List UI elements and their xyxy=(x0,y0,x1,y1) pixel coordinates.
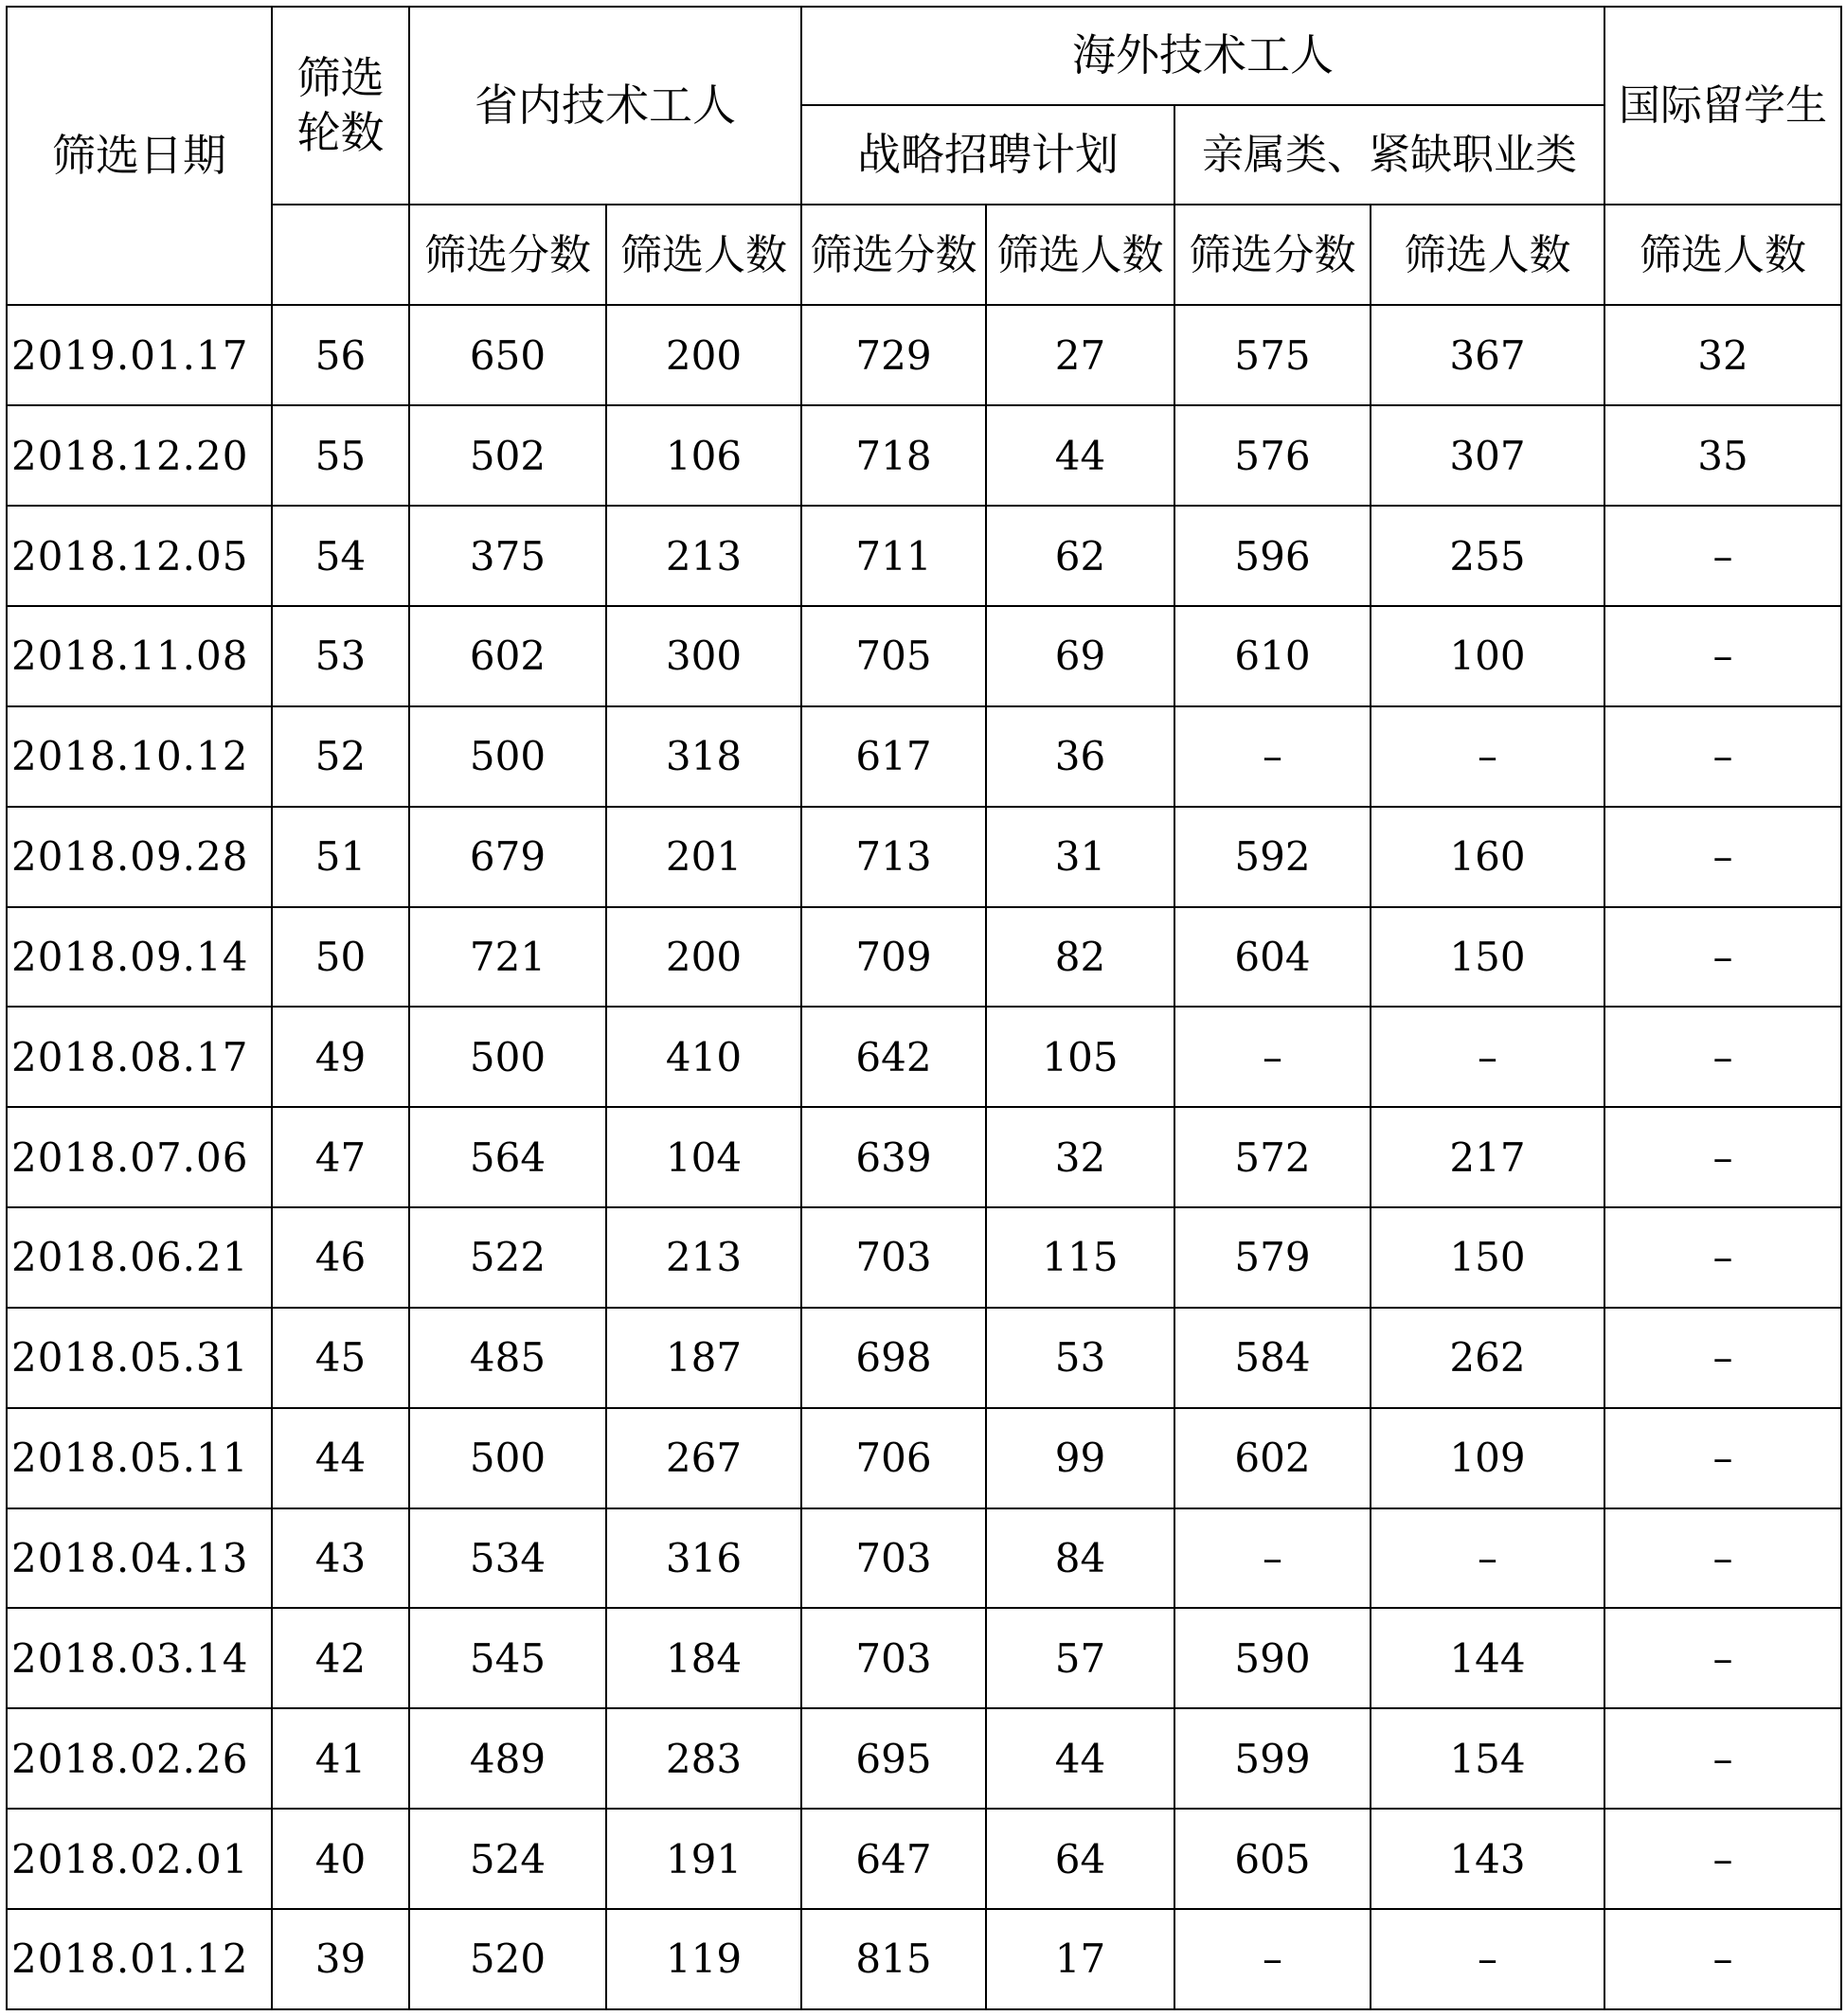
cell-relative-count: – xyxy=(1371,1007,1604,1107)
table-row xyxy=(7,1107,1841,1207)
cell-relative-score: 592 xyxy=(1174,807,1371,907)
cell-relative-count: 143 xyxy=(1371,1809,1604,1909)
cell-strategic-score: 705 xyxy=(801,606,986,706)
cell-relative-score: 604 xyxy=(1174,907,1371,1008)
cell-international-count: – xyxy=(1604,1708,1841,1809)
cell-provincial-count: 283 xyxy=(606,1708,801,1809)
cell-relative-count: 109 xyxy=(1371,1408,1604,1508)
cell-relative-count: 154 xyxy=(1371,1708,1604,1809)
cell-provincial-score: 524 xyxy=(409,1809,606,1909)
cell-strategic-score: 703 xyxy=(801,1608,986,1708)
cell-relative-score: – xyxy=(1174,1508,1371,1609)
cell-round: 50 xyxy=(272,907,409,1008)
cell-international-count: – xyxy=(1604,1608,1841,1708)
cell-strategic-count: 62 xyxy=(986,506,1174,606)
cell-strategic-score: 718 xyxy=(801,405,986,506)
table-row xyxy=(7,1007,1841,1107)
cell-relative-count: 160 xyxy=(1371,807,1604,907)
cell-provincial-score: 520 xyxy=(409,1909,606,2009)
cell-date: 2018.04.13 xyxy=(7,1508,272,1609)
cell-provincial-count: 213 xyxy=(606,506,801,606)
table-row xyxy=(7,1909,1841,2009)
header-round-spacer xyxy=(272,205,409,305)
cell-round: 41 xyxy=(272,1708,409,1809)
table-row xyxy=(7,1207,1841,1308)
header-round xyxy=(272,7,409,205)
cell-round: 49 xyxy=(272,1007,409,1107)
cell-relative-score: – xyxy=(1174,1007,1371,1107)
cell-international-count: – xyxy=(1604,1107,1841,1207)
cell-relative-score: – xyxy=(1174,706,1371,807)
cell-relative-count: – xyxy=(1371,706,1604,807)
table-row xyxy=(7,305,1841,405)
table-row xyxy=(7,1608,1841,1708)
cell-provincial-score: 485 xyxy=(409,1308,606,1408)
cell-date: 2018.05.31 xyxy=(7,1308,272,1408)
cell-international-count: – xyxy=(1604,1308,1841,1408)
cell-strategic-count: 36 xyxy=(986,706,1174,807)
header-row-3 xyxy=(7,205,1841,305)
header-strategic-count: 筛选人数 xyxy=(986,205,1174,305)
cell-relative-score: 590 xyxy=(1174,1608,1371,1708)
cell-relative-score: 610 xyxy=(1174,606,1371,706)
cell-date: 2018.05.11 xyxy=(7,1408,272,1508)
header-relative-count: 筛选人数 xyxy=(1371,205,1604,305)
cell-strategic-count: 53 xyxy=(986,1308,1174,1408)
cell-international-count: – xyxy=(1604,907,1841,1008)
cell-strategic-score: 815 xyxy=(801,1909,986,2009)
cell-provincial-score: 489 xyxy=(409,1708,606,1809)
cell-round: 51 xyxy=(272,807,409,907)
cell-strategic-count: 84 xyxy=(986,1508,1174,1609)
cell-provincial-count: 201 xyxy=(606,807,801,907)
cell-provincial-count: 318 xyxy=(606,706,801,807)
cell-relative-count: 262 xyxy=(1371,1308,1604,1408)
header-date: 筛选日期 xyxy=(7,7,272,305)
cell-provincial-score: 679 xyxy=(409,807,606,907)
cell-strategic-score: 642 xyxy=(801,1007,986,1107)
cell-relative-count: – xyxy=(1371,1909,1604,2009)
cell-relative-count: 150 xyxy=(1371,907,1604,1008)
cell-strategic-count: 99 xyxy=(986,1408,1174,1508)
cell-international-count: – xyxy=(1604,1408,1841,1508)
table-row xyxy=(7,606,1841,706)
cell-round: 44 xyxy=(272,1408,409,1508)
cell-relative-score: 576 xyxy=(1174,405,1371,506)
header-provincial-score: 筛选分数 xyxy=(409,205,606,305)
cell-provincial-count: 410 xyxy=(606,1007,801,1107)
cell-strategic-score: 729 xyxy=(801,305,986,405)
cell-round: 40 xyxy=(272,1809,409,1909)
cell-provincial-score: 602 xyxy=(409,606,606,706)
cell-date: 2018.09.14 xyxy=(7,907,272,1008)
cell-date: 2018.09.28 xyxy=(7,807,272,907)
cell-round: 39 xyxy=(272,1909,409,2009)
cell-strategic-score: 698 xyxy=(801,1308,986,1408)
cell-strategic-score: 703 xyxy=(801,1207,986,1308)
header-row-1 xyxy=(7,7,1841,105)
cell-strategic-count: 69 xyxy=(986,606,1174,706)
header-strategic: 战略招聘计划 xyxy=(801,105,1174,205)
table-row xyxy=(7,405,1841,506)
cell-round: 56 xyxy=(272,305,409,405)
cell-relative-score: 596 xyxy=(1174,506,1371,606)
cell-provincial-count: 104 xyxy=(606,1107,801,1207)
cell-strategic-score: 647 xyxy=(801,1809,986,1909)
cell-provincial-count: 267 xyxy=(606,1408,801,1508)
cell-provincial-count: 119 xyxy=(606,1909,801,2009)
table-row xyxy=(7,1708,1841,1809)
header-strategic-score: 筛选分数 xyxy=(801,205,986,305)
cell-provincial-score: 534 xyxy=(409,1508,606,1609)
cell-international-count: – xyxy=(1604,807,1841,907)
header-overseas: 海外技术工人 xyxy=(801,7,1604,105)
cell-provincial-count: 200 xyxy=(606,305,801,405)
cell-round: 42 xyxy=(272,1608,409,1708)
cell-international-count: – xyxy=(1604,606,1841,706)
cell-provincial-score: 545 xyxy=(409,1608,606,1708)
cell-international-count: 35 xyxy=(1604,405,1841,506)
selection-results-table xyxy=(6,6,1842,2010)
cell-relative-score: 572 xyxy=(1174,1107,1371,1207)
cell-round: 47 xyxy=(272,1107,409,1207)
cell-provincial-count: 213 xyxy=(606,1207,801,1308)
cell-strategic-score: 711 xyxy=(801,506,986,606)
table-row xyxy=(7,706,1841,807)
cell-international-count: – xyxy=(1604,1207,1841,1308)
cell-date: 2018.12.05 xyxy=(7,506,272,606)
cell-provincial-score: 500 xyxy=(409,706,606,807)
cell-provincial-count: 300 xyxy=(606,606,801,706)
cell-strategic-count: 44 xyxy=(986,405,1174,506)
cell-provincial-count: 187 xyxy=(606,1308,801,1408)
cell-provincial-score: 500 xyxy=(409,1007,606,1107)
table-row xyxy=(7,1308,1841,1408)
header-international-count: 筛选人数 xyxy=(1604,205,1841,305)
header-provincial: 省内技术工人 xyxy=(409,7,801,205)
cell-date: 2018.08.17 xyxy=(7,1007,272,1107)
header-provincial-count: 筛选人数 xyxy=(606,205,801,305)
cell-relative-count: 217 xyxy=(1371,1107,1604,1207)
cell-relative-score: 575 xyxy=(1174,305,1371,405)
cell-strategic-count: 82 xyxy=(986,907,1174,1008)
cell-relative-count: – xyxy=(1371,1508,1604,1609)
cell-round: 45 xyxy=(272,1308,409,1408)
cell-provincial-score: 721 xyxy=(409,907,606,1008)
cell-date: 2018.11.08 xyxy=(7,606,272,706)
cell-provincial-score: 375 xyxy=(409,506,606,606)
cell-round: 55 xyxy=(272,405,409,506)
cell-date: 2018.07.06 xyxy=(7,1107,272,1207)
cell-provincial-score: 522 xyxy=(409,1207,606,1308)
cell-strategic-score: 706 xyxy=(801,1408,986,1508)
cell-international-count: – xyxy=(1604,1909,1841,2009)
cell-provincial-score: 502 xyxy=(409,405,606,506)
cell-provincial-count: 316 xyxy=(606,1508,801,1609)
cell-date: 2018.02.26 xyxy=(7,1708,272,1809)
cell-strategic-score: 703 xyxy=(801,1508,986,1609)
cell-strategic-score: 709 xyxy=(801,907,986,1008)
cell-provincial-score: 564 xyxy=(409,1107,606,1207)
cell-relative-count: 144 xyxy=(1371,1608,1604,1708)
cell-provincial-count: 184 xyxy=(606,1608,801,1708)
cell-relative-count: 150 xyxy=(1371,1207,1604,1308)
cell-strategic-count: 57 xyxy=(986,1608,1174,1708)
cell-round: 52 xyxy=(272,706,409,807)
cell-provincial-score: 500 xyxy=(409,1408,606,1508)
cell-provincial-count: 200 xyxy=(606,907,801,1008)
cell-provincial-count: 191 xyxy=(606,1809,801,1909)
cell-relative-count: 100 xyxy=(1371,606,1604,706)
header-international: 国际留学生 xyxy=(1604,7,1841,205)
cell-provincial-count: 106 xyxy=(606,405,801,506)
table-row xyxy=(7,807,1841,907)
cell-strategic-count: 17 xyxy=(986,1909,1174,2009)
table-row xyxy=(7,506,1841,606)
cell-strategic-score: 639 xyxy=(801,1107,986,1207)
cell-relative-score: 584 xyxy=(1174,1308,1371,1408)
header-relative: 亲属类、紧缺职业类 xyxy=(1174,105,1604,205)
table-row xyxy=(7,907,1841,1008)
cell-date: 2018.03.14 xyxy=(7,1608,272,1708)
cell-international-count: – xyxy=(1604,506,1841,606)
cell-date: 2018.02.01 xyxy=(7,1809,272,1909)
cell-relative-score: 605 xyxy=(1174,1809,1371,1909)
cell-strategic-count: 27 xyxy=(986,305,1174,405)
cell-round: 46 xyxy=(272,1207,409,1308)
table-row xyxy=(7,1408,1841,1508)
cell-round: 54 xyxy=(272,506,409,606)
cell-relative-count: 255 xyxy=(1371,506,1604,606)
cell-strategic-count: 64 xyxy=(986,1809,1174,1909)
cell-relative-score: 599 xyxy=(1174,1708,1371,1809)
cell-strategic-count: 44 xyxy=(986,1708,1174,1809)
cell-strategic-count: 31 xyxy=(986,807,1174,907)
cell-date: 2018.06.21 xyxy=(7,1207,272,1308)
header-round-label: 筛选 轮数 xyxy=(296,52,385,158)
cell-provincial-score: 650 xyxy=(409,305,606,405)
cell-international-count: – xyxy=(1604,1508,1841,1609)
cell-international-count: – xyxy=(1604,706,1841,807)
cell-strategic-score: 617 xyxy=(801,706,986,807)
cell-international-count: – xyxy=(1604,1809,1841,1909)
cell-international-count: 32 xyxy=(1604,305,1841,405)
cell-strategic-count: 105 xyxy=(986,1007,1174,1107)
cell-round: 53 xyxy=(272,606,409,706)
cell-date: 2018.10.12 xyxy=(7,706,272,807)
table-row xyxy=(7,1809,1841,1909)
cell-round: 43 xyxy=(272,1508,409,1609)
cell-strategic-score: 713 xyxy=(801,807,986,907)
cell-relative-score: 602 xyxy=(1174,1408,1371,1508)
cell-strategic-count: 115 xyxy=(986,1207,1174,1308)
cell-strategic-count: 32 xyxy=(986,1107,1174,1207)
cell-relative-score: 579 xyxy=(1174,1207,1371,1308)
table-row xyxy=(7,1508,1841,1609)
cell-relative-count: 367 xyxy=(1371,305,1604,405)
cell-international-count: – xyxy=(1604,1007,1841,1107)
cell-date: 2018.12.20 xyxy=(7,405,272,506)
header-relative-score: 筛选分数 xyxy=(1174,205,1371,305)
cell-relative-score: – xyxy=(1174,1909,1371,2009)
cell-strategic-score: 695 xyxy=(801,1708,986,1809)
cell-date: 2018.01.12 xyxy=(7,1909,272,2009)
cell-date: 2019.01.17 xyxy=(7,305,272,405)
cell-relative-count: 307 xyxy=(1371,405,1604,506)
